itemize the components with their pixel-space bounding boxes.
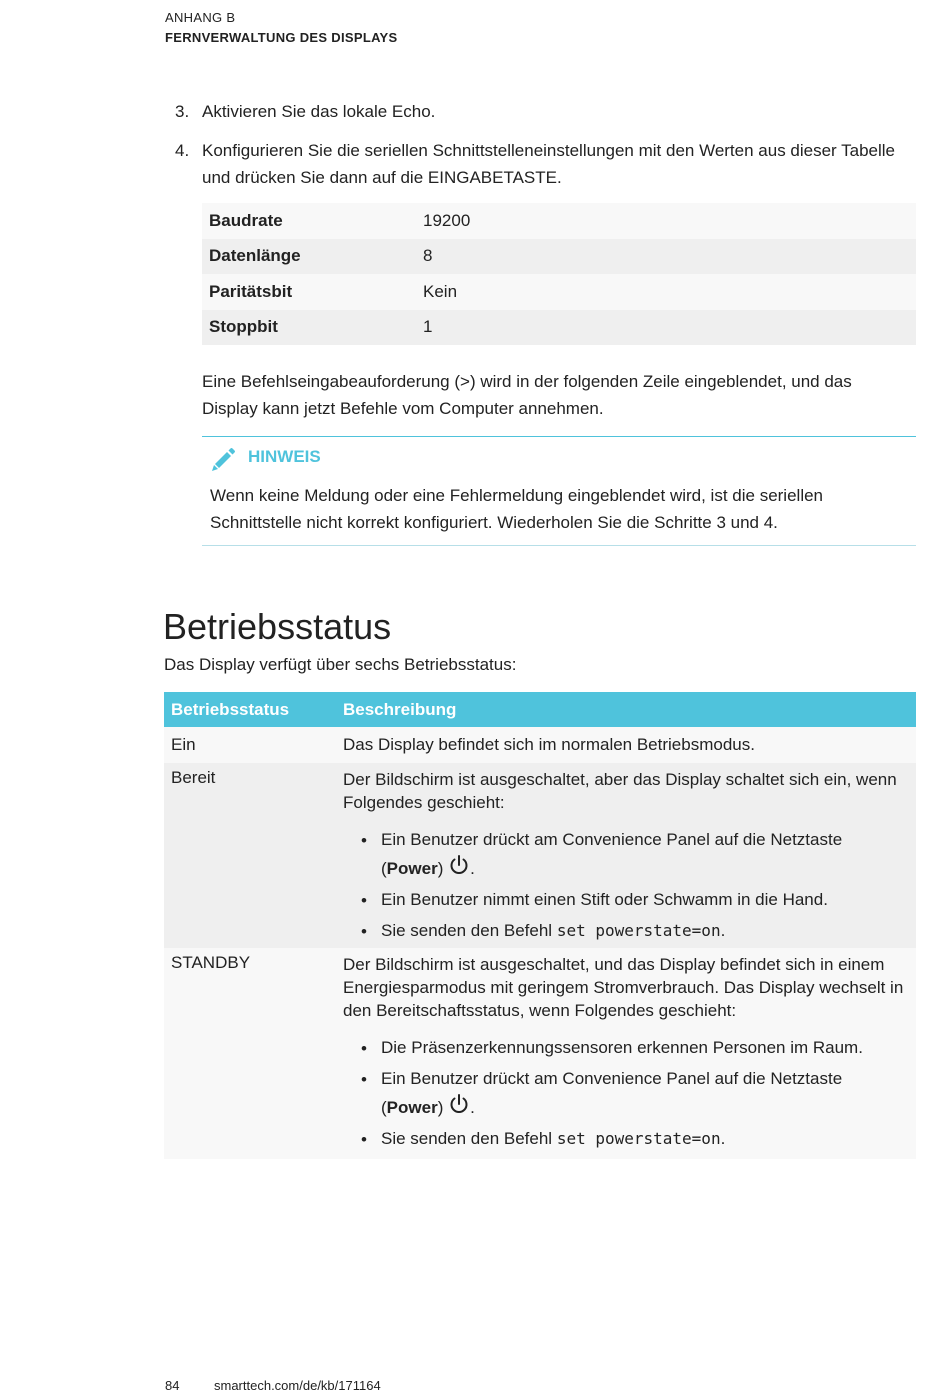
setting-key: Stoppbit: [202, 310, 416, 346]
condition-list: [343, 826, 909, 945]
list-item: • Sie senden den Befehl set powerstate=on.: [381, 1125, 909, 1153]
table-row: [164, 727, 916, 763]
chapter-title: FERNVERWALTUNG DES DISPLAYS: [165, 30, 398, 45]
list-item: • Die Präsenzerkennungssensoren erkennen Personen im Raum.: [381, 1034, 909, 1062]
table-row: [202, 310, 916, 346]
setting-value: 19200: [416, 203, 916, 239]
status-name: STANDBY: [171, 953, 251, 972]
list-item: • Ein Benutzer drückt am Convenience Panel auf die Netztaste (Power) .: [381, 1065, 909, 1122]
chapter-label: ANHANG B: [165, 10, 236, 25]
note-box: [202, 436, 916, 546]
power-icon: [448, 854, 470, 876]
power-icon: [448, 1093, 470, 1115]
setting-key: Datenlänge: [202, 239, 416, 275]
setting-key: Baudrate: [202, 203, 416, 239]
setting-value: 1: [416, 310, 916, 346]
page-number: 84: [165, 1378, 180, 1393]
command-code: set powerstate=on: [556, 921, 721, 940]
table-row: [202, 239, 916, 275]
table-row: [202, 203, 916, 239]
setting-value: 8: [416, 239, 916, 275]
step-text: Aktivieren Sie das lokale Echo.: [202, 102, 436, 121]
command-code: set powerstate=on: [556, 1129, 721, 1148]
list-item: • Ein Benutzer drückt am Convenience Panel auf die Netztaste (Power) .: [381, 826, 909, 883]
table-header-row: [164, 692, 916, 727]
table-row: [164, 763, 916, 948]
status-table: [164, 692, 916, 1159]
step-text: Konfigurieren Sie die seriellen Schnittstelleneinstellungen mit den Werten aus dieser Tabelle und drücken Sie dann auf die EINGABETASTE.: [202, 141, 896, 187]
list-item: • Ein Benutzer nimmt einen Stift oder Schwamm in die Hand.: [381, 886, 909, 914]
command-prompt-paragraph: Eine Befehlseingabeauforderung (>) wird in der folgenden Zeile eingeblendet, und das Display kann jetzt Befehle vom Computer annehmen.: [202, 372, 852, 418]
section-title: Betriebsstatus: [163, 606, 392, 647]
section-intro: Das Display verfügt über sechs Betriebsstatus:: [164, 655, 517, 674]
column-header: Betriebsstatus: [171, 699, 290, 719]
setting-value: Kein: [416, 274, 916, 310]
step-3: [175, 98, 895, 125]
step-4: [175, 137, 895, 191]
step-number: 4.: [175, 141, 190, 160]
status-description: Das Display befindet sich im normalen Betriebsmodus.: [343, 735, 755, 754]
status-description: Der Bildschirm ist ausgeschaltet, und das Display befindet sich in einem Energiesparmodus mit geringem Stromverbrauch. Das Display wechselt in den Bereitschaftsstatus, wenn Folgendes geschieht:: [343, 955, 904, 1020]
footer-link[interactable]: smarttech.com/de/kb/171164: [214, 1378, 381, 1393]
condition-list: [343, 1034, 909, 1153]
step-number: 3.: [175, 102, 190, 121]
table-row: [164, 948, 916, 1159]
note-body: Wenn keine Meldung oder eine Fehlermeldung eingeblendet wird, ist die seriellen Schnittstelle nicht korrekt konfiguriert. Wiederholen Sie die Schritte 3 und 4.: [210, 486, 824, 532]
status-name: Bereit: [171, 768, 216, 787]
column-header: Beschreibung: [343, 699, 457, 719]
status-name: Ein: [171, 735, 196, 754]
list-item: • Sie senden den Befehl set powerstate=on.: [381, 917, 909, 945]
table-row: [202, 274, 916, 310]
serial-settings-table: [202, 203, 916, 345]
note-title: HINWEIS: [248, 447, 321, 466]
setting-key: Paritätsbit: [202, 274, 416, 310]
pencil-icon: [210, 445, 238, 473]
status-description: Der Bildschirm ist ausgeschaltet, aber das Display schaltet sich ein, wenn Folgendes geschieht:: [343, 770, 897, 812]
